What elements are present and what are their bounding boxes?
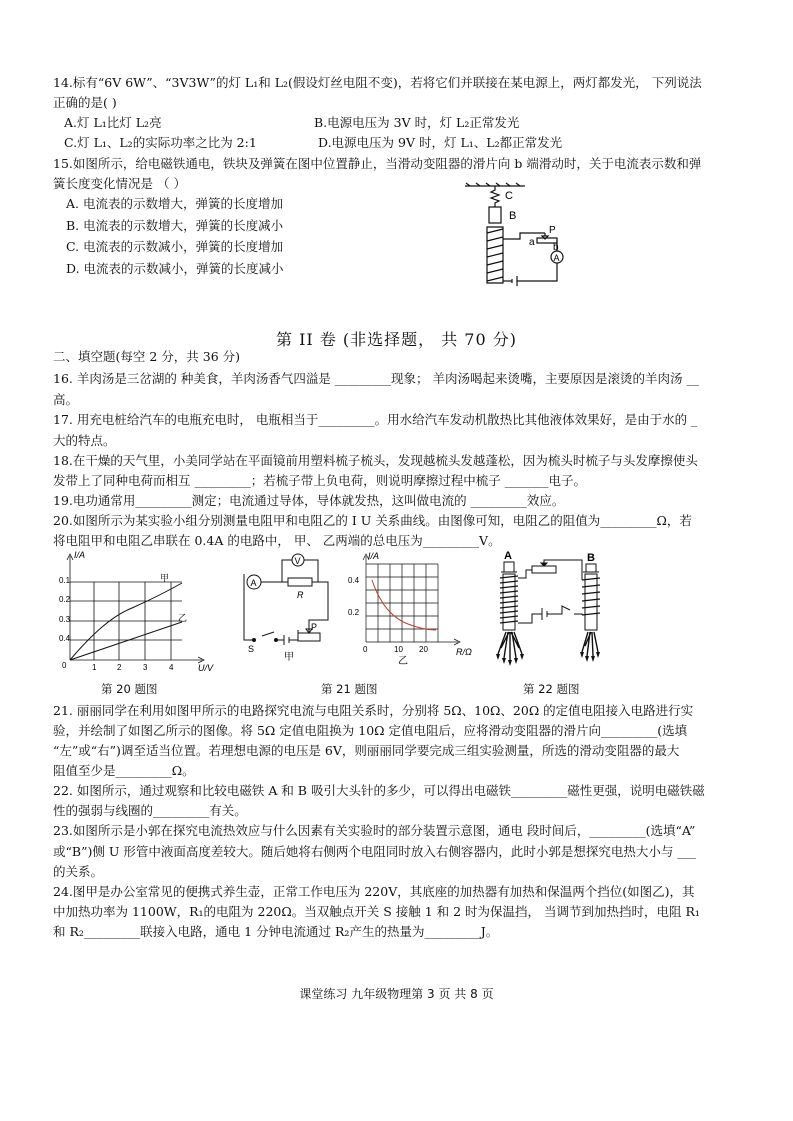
- q14-stem-line2: 正确的是( ): [53, 95, 117, 110]
- q21-line2: 验，并绘制了如图乙所示的图像。将 5Ω 定值电阻换为 10Ω 定值电阻后，应将滑动变阻器的滑片向_________(选填: [53, 723, 688, 738]
- section-heading: 二、填空题(每空 2 分，共 36 分): [53, 349, 241, 364]
- q18-line1: 18.在干燥的天气里，小美同学站在平面镜前用塑料梳子梳头，发现越梳头发越蓬松，因为梳头时梳子与头发摩擦使头: [53, 453, 698, 468]
- fig20-graph: [52, 550, 222, 672]
- q15-label-p: P: [549, 225, 556, 236]
- fig20-xtick-3: 3: [143, 663, 148, 672]
- section-title: 第 II 卷 (非选择题， 共 70 分): [275, 330, 517, 349]
- fig21-ytick-04: 0.4: [348, 576, 360, 585]
- svg-text:0.4: 0.4: [59, 634, 71, 643]
- fig20-xtick-0: 0: [62, 661, 67, 670]
- q20-line2: 将电阻甲和电阻乙串联在 0.4A 的电路中， 甲、 乙两端的总电压为_________V。: [53, 533, 501, 548]
- fig21-xlabel: R/Ω: [456, 647, 472, 657]
- fig21-resistor-label: R: [297, 590, 304, 600]
- q17-line2: 大的特点。: [53, 433, 116, 448]
- q23-line2: 或“B”)侧 U 形管中液面高度差较大。随后她将右侧两个电阻同时放入右侧容器内，此时小郭是想探究电热大小与 ___: [53, 844, 697, 859]
- q15-option-b: B. 电流表的示数增大，弹簧的长度减小: [66, 218, 284, 233]
- q15-label-bb: b: [553, 242, 559, 253]
- fig21-ammeter-label: A: [250, 578, 257, 588]
- q23-line1: 23.如图所示是小郭在探究电流热效应与什么因素有关实验时的部分装置示意图，通电 段时间后，_________(选填“A”: [53, 823, 696, 838]
- fig20-curve-jia: 甲: [160, 573, 170, 583]
- fig22-label-b: B: [587, 552, 595, 564]
- q22-line2: 性的强弱与线圈的_________有关。: [53, 803, 247, 818]
- q15-stem-line1: 15.如图所示，给电磁铁通电，铁块及弹簧在图中位置静止，当滑动变阻器的滑片向 b 端滑动时，关于电流表示数和弹: [53, 156, 702, 171]
- q15-stem-line2: 簧长度变化情况是 （ ）: [53, 176, 186, 191]
- fig21-graph: [346, 551, 476, 667]
- q21-line3: “左”或“右”)调至适当位置。若理想电源的电压是 6V，则丽丽同学要完成三组实验测量，所选的滑动变阻器的最大: [53, 743, 680, 758]
- svg-text:0.3: 0.3: [59, 615, 71, 624]
- q15-option-a: A. 电流表的示数增大，弹簧的长度增加: [66, 196, 283, 211]
- fig21-circuit: [238, 550, 338, 662]
- fig21-voltmeter-label: V: [294, 556, 301, 566]
- q15-label-b: B: [509, 210, 517, 222]
- q15-label-a: a: [529, 237, 535, 248]
- fig21-xtick-10: 10: [394, 645, 403, 654]
- q24-line2: 中加热功率为 1100W，R₁的电阻为 220Ω。当双触点开关 S 接触 1 和 2 时为保温挡， 当调节到加热挡时，电阻 R₁: [53, 904, 700, 919]
- svg-text:0.1: 0.1: [59, 576, 71, 585]
- page-footer: 课堂练习 九年级物理第 3 页 共 8 页: [299, 987, 494, 1001]
- fig22-electromagnets: [492, 550, 617, 676]
- fig22-caption: 第 22 题图: [523, 682, 580, 696]
- q15-option-d: D. 电流表的示数减小，弹簧的长度减小: [66, 261, 284, 276]
- fig21-xtick-0: 0: [363, 645, 368, 654]
- fig21-sub-jia: 甲: [284, 652, 294, 663]
- q14-option-a: A.灯 L₁比灯 L₂亮: [64, 115, 162, 130]
- q20-line1: 20.如图所示为某实验小组分别测量电阻甲和电阻乙的 I U 关系曲线。由图像可知，电阻乙的阻值为_________Ω，若: [53, 513, 692, 528]
- fig21-ylabel: I/A: [368, 551, 380, 561]
- q24-line1: 24.图甲是办公室常见的便携式养生壶，正常工作电压为 220V，其底座的加热器有加热和保温两个挡位(如图乙)，其: [53, 884, 695, 899]
- svg-text:0.2: 0.2: [59, 595, 71, 604]
- q16-line2: 高。: [53, 392, 79, 407]
- fig21-switch-label: S: [248, 644, 255, 654]
- q15-label-c: C: [505, 190, 513, 202]
- q18-line2: 发带上了同种电荷而相互 _________；若梳子带上负电荷，则说明摩擦过程中梳子 _______电子。: [53, 473, 586, 488]
- q19-line1: 19.电功通常用_________测定；电流通过导体，导体就发热，这叫做电流的 _________效应。: [53, 493, 565, 508]
- fig21-caption: 第 21 题图: [321, 682, 378, 696]
- q23-line3: 的关系。: [53, 864, 104, 879]
- q17-line1: 17. 用充电桩给汽车的电瓶充电时， 电瓶相当于_________。用水给汽车发动机散热比其他液体效果好，是由于水的 _: [53, 412, 698, 427]
- fig21-xtick-20: 20: [419, 645, 428, 654]
- fig21-ytick-02: 0.2: [348, 608, 360, 617]
- fig20-curve-yi: 乙: [178, 613, 188, 623]
- q22-line1: 22. 如图所示，通过观察和比较电磁铁 A 和 B 吸引大头针的多少，可以得出电磁铁_________磁性更强，说明电磁铁磁: [53, 783, 705, 798]
- q16-line1: 16. 羊肉汤是三岔湖的 种美食，羊肉汤香气四溢是 _________现象； 羊肉汤喝起来烫嘴，主要原因是滚烫的羊肉汤 __: [53, 371, 699, 386]
- q15-option-c: C. 电流表的示数减小，弹簧的长度增加: [66, 239, 284, 254]
- q15-ammeter-label: A: [553, 253, 560, 263]
- fig22-label-a: A: [504, 550, 512, 562]
- fig21-slider-label: P: [311, 622, 318, 632]
- fig21-sub-yi: 乙: [398, 656, 408, 667]
- q21-line1: 21. 丽丽同学在利用如图甲所示的电路探究电流与电阻关系时，分别将 5Ω、10Ω、20Ω 的定值电阻接入电路进行实: [53, 703, 694, 718]
- fig20-xtick-4: 4: [169, 663, 174, 672]
- fig20-caption: 第 20 题图: [101, 682, 158, 696]
- q15-figure: [465, 183, 575, 291]
- q14-option-b: B.电源电压为 3V 时，灯 L₂正常发光: [314, 115, 520, 130]
- fig20-xlabel: U/V: [198, 663, 214, 673]
- fig20-ylabel: I/A: [74, 550, 86, 560]
- q21-line4: 阻值至少是_________Ω。: [53, 763, 195, 778]
- fig20-xtick-1: 1: [92, 663, 97, 672]
- q14-option-d: D.电源电压为 9V 时，灯 L₁、L₂都正常发光: [318, 135, 563, 150]
- q24-line3: 和 R₂_________联接入电路，通电 1 分钟电流通过 R₂产生的热量为_________J。: [53, 924, 499, 939]
- q14-option-c: C.灯 L₁、L₂的实际功率之比为 2:1: [64, 135, 257, 150]
- q14-stem-line1: 14.标有“6V 6W”、“3V3W”的灯 L₁和 L₂(假设灯丝电阻不变)，若将它们并联接在某电源上，两灯都发光， 下列说法: [53, 75, 702, 90]
- fig20-xtick-2: 2: [117, 663, 122, 672]
